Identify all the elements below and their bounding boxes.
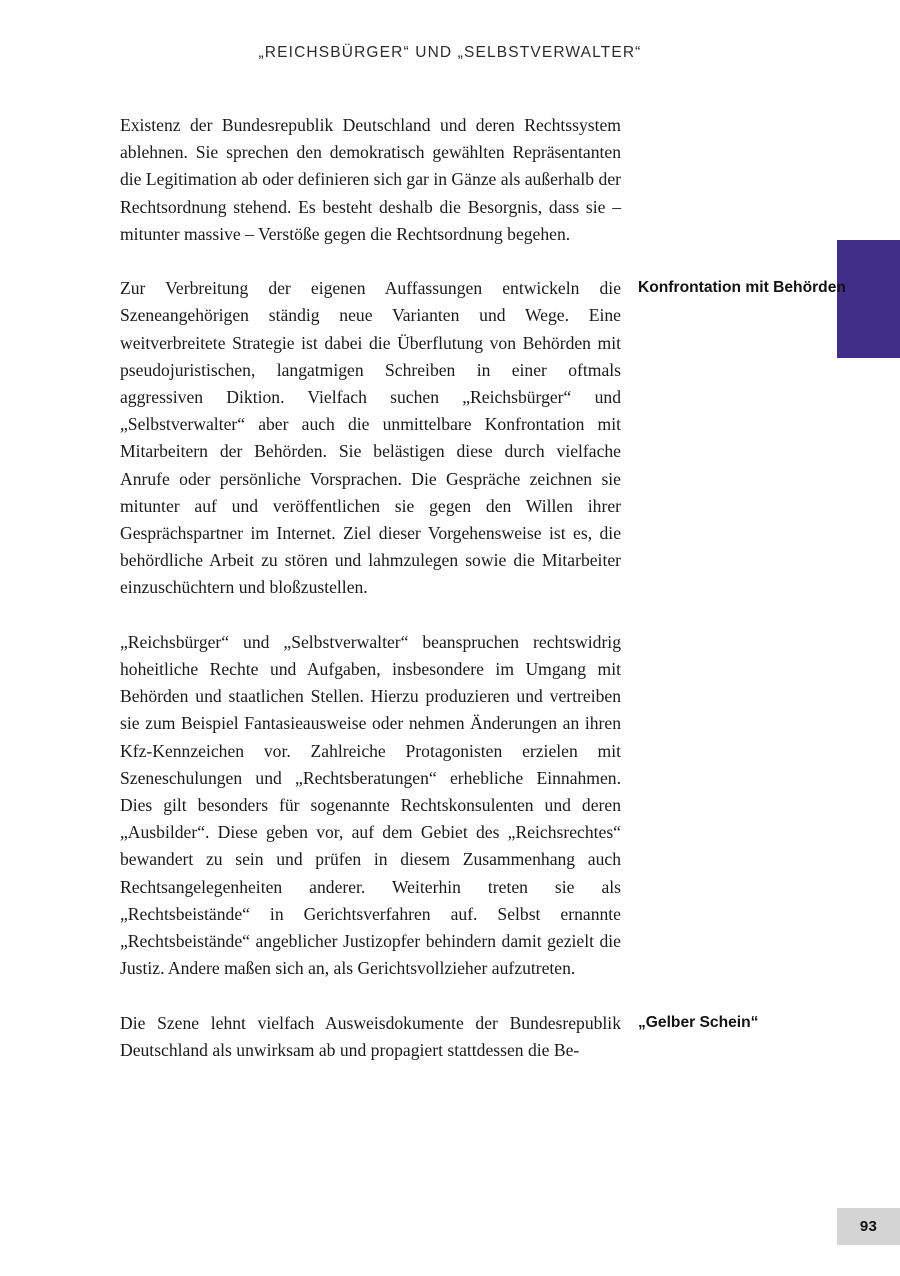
page-number: 93 [859,1218,878,1235]
running-header: „REICHSBÜRGER“ UND „SELBSTVERWALTER“ [258,44,642,61]
text-block [120,112,900,248]
text-block [120,629,900,983]
body-paragraph: „Reichsbürger“ und „Selbstverwalter“ beanspruchen rechtswidrig hoheitliche Rechte und Aufgaben, insbesondere im Umgang mit Behörden und staatlichen Stellen. Hierzu produzieren und vertreiben sie zum Beispiel Fantasieausweise oder nehmen Änderungen an ihren Kfz-Kennzeichen vor. Zahlreiche Protagonisten erzielen mit Szeneschulungen und „Rechtsberatungen“ erhebliche Einnahmen. Dies gilt besonders für sogenannte Rechtskonsulenten und deren „Ausbilder“. Diese geben vor, auf dem Gebiet des „Reichsrechtes“ bewandert zu sein und prüfen in diesem Zusammenhang auch Rechtsangelegenheiten anderer. Weiterhin treten sie als „Rechtsbeistände“ in Gerichtsverfahren auf. Selbst ernannte „Rechtsbeistände“ angeblicher Justizopfer behindern damit gezielt die Justiz. Andere maßen sich an, als Gerichtsvollzieher aufzutreten. [120,631,621,979]
margin-note: „Gelber Schein“ [638,1013,759,1031]
page-content [120,112,900,1064]
body-paragraph: Die Szene lehnt vielfach Ausweisdokumente der Bundesrepublik Deutschland als unwirksam ab und propagiert stattdessen die Be- [120,1012,621,1060]
body-paragraph: Zur Verbreitung der eigenen Auffassungen entwickeln die Szeneangehörigen ständig neue Varianten und Wege. Eine weitverbreitete Strategie ist dabei die Überflutung von Behörden mit pseudojuristischen, langatmigen Schreiben in einer oftmals aggressiven Diktion. Vielfach suchen „Reichsbürger“ und „Selbstverwalter“ aber auch die unmittelbare Konfrontation mit Mitarbeitern der Behörden. Sie belästigen diese durch vielfache Anrufe oder persönliche Vorsprachen. Die Gespräche zeichnen sie mitunter auf und veröffentlichen sie gegen den Willen ihrer Gesprächspartner im Internet. Ziel dieser Vorgehensweise ist es, die behördliche Arbeit zu stören und lahmzulegen sowie die Mitarbeiter einzuschüchtern und bloßzustellen. [120,278,621,598]
page-number-chip [837,1208,900,1245]
body-paragraph: Existenz der Bundesrepublik Deutschland und deren Rechtssystem ablehnen. Sie sprechen den demokratisch gewählten Repräsentanten die Legitimation ab oder definieren sich gar in Gänze als außerhalb der Rechtsordnung stehend. Es besteht deshalb die Besorgnis, dass sie – mitunter massive – Verstöße gegen die Rechtsordnung begehen. [120,115,621,244]
text-block [120,275,900,601]
text-block [120,1010,900,1064]
margin-note: Konfrontation mit Behörden [638,279,846,297]
